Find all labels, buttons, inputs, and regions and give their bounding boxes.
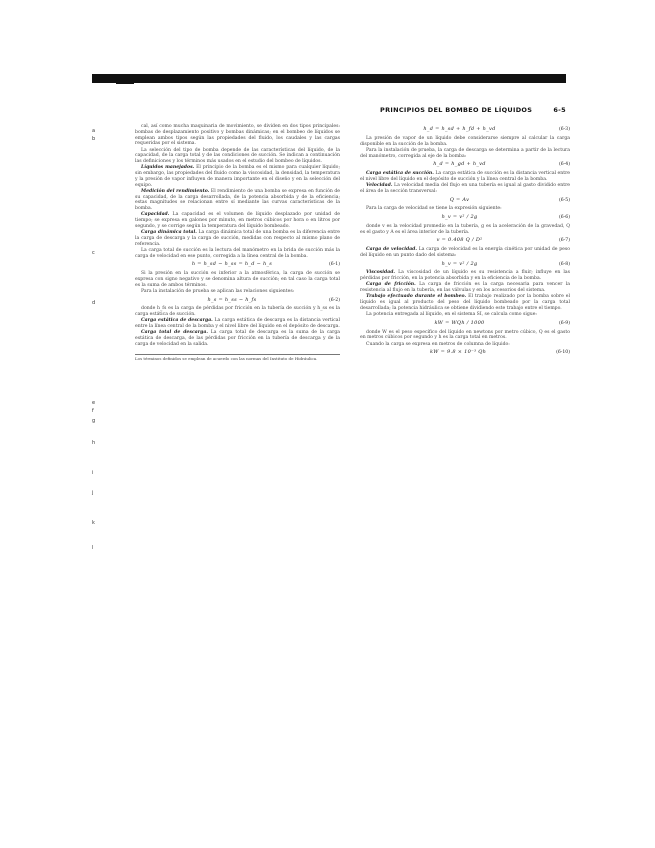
paragraph-text: Para la instalación de prueba se aplican las relaciones siguientes: xyxy=(141,288,295,294)
paragraph-text: La capacidad es el volumen de líquido desplazado por unidad de tiempo; se expresa en galones por minuto, en metros cúbicos por hora o en litros por segundo, y se corrige según la temperatura del líquido bombeado. xyxy=(135,212,340,229)
equation-number: (6-7) xyxy=(559,238,570,244)
paragraph xyxy=(360,247,570,259)
run-in-heading: Carga total de descarga. xyxy=(141,330,208,336)
margin-mark: f xyxy=(92,408,94,414)
run-in-heading: Viscosidad. xyxy=(366,270,396,276)
paragraph xyxy=(360,206,570,212)
paragraph xyxy=(135,230,340,247)
equation-expression: h_v = v² / 2g xyxy=(441,214,478,220)
paragraph xyxy=(360,224,570,236)
equation-number: (6-3) xyxy=(559,127,570,132)
paragraph-text: donde v es la velocidad promedio en la tubería, g es la aceleración de la gravedad, Q es el gasto y A es el área interior de la tubería. xyxy=(360,223,570,235)
equation xyxy=(360,127,570,133)
run-in-heading: Trabajo efectuado durante el bombeo. xyxy=(366,294,467,300)
paragraph xyxy=(135,318,340,330)
paragraph xyxy=(135,165,340,188)
running-head-title: PRINCIPIOS DEL BOMBEO DE LÍQUIDOS xyxy=(380,106,533,114)
equation xyxy=(135,262,340,268)
paragraph xyxy=(360,294,570,311)
equation-number: (6-4) xyxy=(559,162,570,168)
left-column xyxy=(135,124,340,362)
paragraph-text: La carga dinámica total de una bomba es la diferencia entre la carga de descarga y la carga de succión, medidas con respecto al mismo plano de referencia. xyxy=(135,230,340,247)
run-in-heading: Carga de velocidad. xyxy=(366,247,417,252)
equation-expression: kW = 9.8 × 10⁻³ Qh xyxy=(429,349,487,356)
equation-expression: h_d = h_gd + h_vd xyxy=(433,161,486,168)
equation-expression: v = 0.408 Q / D² xyxy=(436,237,483,244)
paragraph xyxy=(135,289,340,295)
paragraph-text: La carga total de descarga es la suma de la carga estática de descarga, de las pérdidas por fricción en la tubería de descarga y de la carga de velocidad en la salida. xyxy=(135,330,341,347)
paragraph xyxy=(135,306,340,318)
paragraph xyxy=(135,212,340,229)
margin-mark: k xyxy=(92,520,95,526)
equation-expression: h_d = h_sd + h_fd + h_vd xyxy=(423,126,496,132)
paragraph xyxy=(360,342,570,348)
paragraph-text: La viscosidad de un líquido es su resistencia a fluir; influye en las pérdidas por fricción, en la potencia absorbida y en la eficiencia de la bomba. xyxy=(360,270,570,281)
equation-number: (6-8) xyxy=(559,261,570,267)
equation-number: (6-1) xyxy=(329,262,340,268)
top-rule-tab xyxy=(116,81,134,84)
equation xyxy=(360,162,570,168)
equation xyxy=(360,215,570,221)
running-head xyxy=(380,106,566,114)
run-in-heading: Carga estática de descarga. xyxy=(141,318,213,324)
margin-mark: d xyxy=(92,300,96,306)
equation-expression: kW = WQh / 1000 xyxy=(434,319,485,326)
equation-number: (6-9) xyxy=(559,320,570,326)
equation xyxy=(360,198,570,204)
run-in-heading: Carga estática de succión. xyxy=(366,171,434,176)
run-in-heading: Carga de fricción. xyxy=(366,282,416,288)
paragraph-text: donde W es el peso específico del líquido en newtons por metro cúbico, Q es el gasto en metros cúbicos por segundo y h es la carga total en metros. xyxy=(360,329,570,341)
paragraph xyxy=(360,282,570,294)
equation-expression: h_s = h_ss − h_fs xyxy=(207,296,257,303)
paragraph-text: La velocidad media del flujo en una tubería es igual al gasto dividido entre el área de la sección transversal: xyxy=(360,183,570,194)
margin-mark: c xyxy=(92,250,95,256)
equation-expression: h = h_sd − h_ss = h_d − h_s xyxy=(191,261,273,268)
paragraph xyxy=(135,248,340,260)
paragraph xyxy=(135,271,340,288)
paragraph-text: La potencia entregada al líquido, en el sistema SI, se calcula como sigue: xyxy=(366,312,537,317)
run-in-heading: Capacidad. xyxy=(141,212,170,218)
paragraph xyxy=(360,171,570,183)
run-in-heading: Velocidad. xyxy=(366,183,393,188)
paragraph-text: El trabajo realizado por la bomba sobre el líquido es igual al producto del peso del líquido bombeado por la carga total desarrollada; la potencia hidráulica se obtiene dividiendo este trabajo entre el tiempo. xyxy=(360,294,570,311)
margin-mark: j xyxy=(92,490,94,496)
page-number: 6-5 xyxy=(553,106,566,114)
paragraph-text: La selección del tipo de bomba depende de las características del líquido, de la capacidad, de la carga total y de las condiciones de succión. Se indican a continuación las definiciones y los términos más usados en el estudio del bombeo de líquidos. xyxy=(135,147,340,164)
paragraph-text: La carga de velocidad es la energía cinética por unidad de peso del líquido en un punto dado del sistema: xyxy=(360,247,570,258)
paragraph xyxy=(360,330,570,342)
run-in-heading: Líquidos manejados. xyxy=(141,165,195,171)
equation-number: (6-2) xyxy=(329,297,340,303)
paragraph xyxy=(135,124,340,147)
paragraph-text: La carga estática de succión es la distancia vertical entre el nivel libre del líquido en el depósito de succión y la línea central de la bomba. xyxy=(360,171,570,182)
paragraph-text: Cuando la carga se expresa en metros de columna de líquido: xyxy=(366,341,510,347)
equation-number: (6-10) xyxy=(556,350,570,356)
paragraph-text: donde h_fs es la carga de pérdidas por fricción en la tubería de succión y h_ss es la carga estática de succión. xyxy=(135,306,340,317)
equation xyxy=(360,321,570,327)
paragraph xyxy=(135,330,340,347)
paragraph-text: Si la presión en la succión es inferior a la atmosférica, la carga de succión se expresa con signo negativo y se denomina altura de succión; en tal caso la carga total es la suma de ambos términos. xyxy=(135,271,340,288)
equation-number: (6-6) xyxy=(559,215,570,220)
paragraph-text: La carga estática de descarga es la distancia vertical entre la línea central de la bomba y el nivel libre del líquido en el depósito de descarga. xyxy=(135,318,340,329)
paragraph xyxy=(360,270,570,282)
paragraph-text: La carga total de succión es la lectura del manómetro en la brida de succión más la carga de velocidad en ese punto, corregida a la línea central de la bomba. xyxy=(135,247,340,259)
equation xyxy=(360,262,570,268)
paragraph-text: El principio de la bomba es el mismo para cualquier líquido; sin embargo, las propiedades del fluido como la viscosidad, la densidad, la temperatura y la presión de vapor influyen de manera importante en el diseño y en la selección del equipo. xyxy=(135,165,340,188)
margin-mark: b xyxy=(92,136,96,142)
paragraph xyxy=(135,189,340,212)
paragraph-text: El rendimiento de una bomba se expresa en función de su capacidad, de la carga desarrollada, de la potencia absorbida y de la eficiencia; estas magnitudes se relacionan entre sí mediante las curvas características de la bomba. xyxy=(135,188,340,211)
paragraph-text: La presión de vapor de un líquido debe considerarse siempre al calcular la carga disponible en la succión de la bomba. xyxy=(360,135,570,147)
run-in-heading: Medición del rendimiento. xyxy=(141,188,210,194)
paragraph-text: cal, así como mucha maquinaria de movimiento, se dividen en dos tipos principales: bombas de desplazamiento positivo y bombas dinámicas; en el bombeo de líquidos se emplean ambos tipos según las propiedades del fluido, los caudales y las cargas requeridas por el sistema. xyxy=(135,124,340,147)
margin-mark: a xyxy=(92,128,96,134)
margin-mark: l xyxy=(92,545,94,551)
paragraph xyxy=(360,136,570,148)
margin-mark: h xyxy=(92,440,96,446)
equation-expression: h_v = v² / 2g xyxy=(441,260,478,267)
paragraph xyxy=(135,148,340,165)
margin-mark: i xyxy=(92,470,94,476)
margin-mark: g xyxy=(92,418,96,424)
paragraph-text: La carga de fricción es la carga necesaria para vencer la resistencia al flujo en la tubería, en las válvulas y en los accesorios del sistema. xyxy=(360,282,571,293)
equation xyxy=(135,298,340,304)
equation-number: (6-5) xyxy=(559,197,570,203)
top-rule xyxy=(92,74,566,83)
paragraph xyxy=(360,183,570,195)
equation-expression: Q = Av xyxy=(449,196,470,203)
equation xyxy=(360,350,570,356)
run-in-heading: Carga dinámica total. xyxy=(141,230,197,235)
margin-mark: e xyxy=(92,400,96,406)
paragraph xyxy=(360,312,570,318)
paragraph-text: Para la instalación de prueba, la carga de descarga se determina a partir de la lectura del manómetro, corregida al eje de la bomba: xyxy=(360,147,570,159)
footnote: Los términos definidos se emplean de acuerdo con las normas del Instituto de Hidráulica. xyxy=(135,354,340,362)
right-column xyxy=(360,124,570,359)
paragraph xyxy=(360,148,570,160)
paragraph-text: Para la carga de velocidad se tiene la expresión siguiente: xyxy=(366,206,502,212)
equation xyxy=(360,238,570,244)
